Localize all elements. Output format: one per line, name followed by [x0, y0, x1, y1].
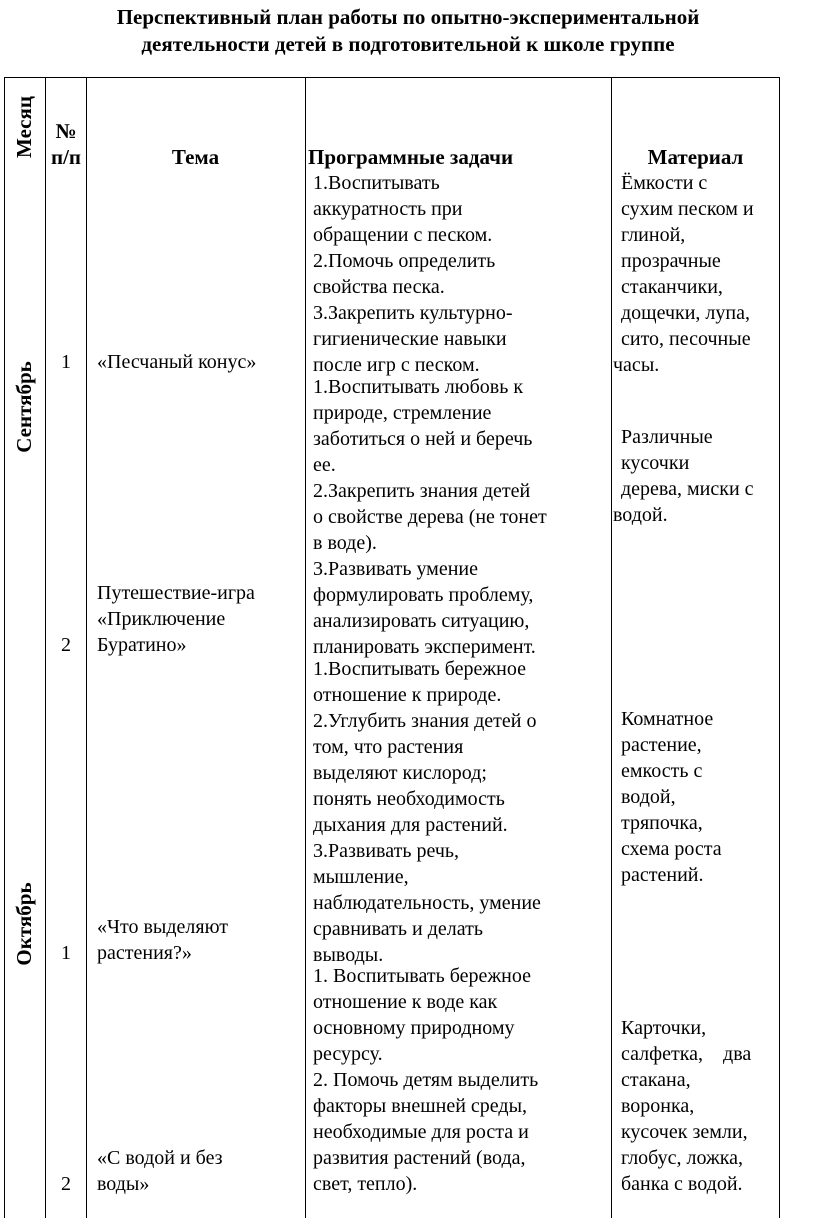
task-line: после игр с песком.	[313, 354, 480, 376]
material-line: дощечки, лупа,	[621, 302, 750, 324]
row-material	[613, 424, 793, 528]
material-line: сито, песочные	[621, 328, 751, 350]
material-line: Различные	[621, 426, 713, 448]
topic-line: «Песчаный конус»	[97, 351, 257, 373]
task-line: в воде).	[313, 532, 377, 554]
month-october: Октябрь	[12, 882, 36, 966]
column-divider-topic	[305, 77, 306, 1218]
task-line: 2.Закрепить знания детей	[313, 480, 531, 502]
material-line: Ёмкости с	[621, 172, 708, 194]
task-line: формулировать проблему,	[313, 584, 534, 606]
task-line: сравнивать и делать	[313, 918, 483, 940]
topic-line: воды»	[97, 1173, 150, 1195]
topic-line: «С водой и без	[97, 1147, 223, 1169]
row-material	[613, 706, 793, 888]
topic-line: «Приключение	[97, 608, 226, 630]
header-num-label: п/п	[50, 145, 82, 169]
material-line: кусочки	[621, 452, 690, 474]
task-line: планировать эксперимент.	[313, 636, 536, 658]
task-line: 1.Воспитывать бережное	[313, 658, 527, 680]
row-number: 1	[61, 351, 71, 373]
column-divider-num	[86, 77, 87, 1218]
header-num-symbol: №	[55, 119, 77, 143]
task-line: отношение к природе.	[313, 684, 502, 706]
task-line: ресурсу.	[313, 1043, 383, 1065]
task-line: факторы внешней среды,	[313, 1095, 528, 1117]
row-topic	[97, 580, 302, 658]
material-line: кусочек земли,	[621, 1121, 748, 1143]
task-line: выделяют кислород;	[313, 762, 487, 784]
header-material: Материал	[647, 145, 744, 169]
task-line: основному природному	[313, 1017, 515, 1039]
row-tasks	[313, 374, 605, 660]
task-line: о свойстве дерева (не тонет	[313, 506, 547, 528]
task-line: том, что растения	[313, 736, 464, 758]
topic-line: «Что выделяют	[97, 916, 229, 938]
material-line: тряпочка,	[621, 812, 703, 834]
material-line: дерева, миски с	[621, 478, 754, 500]
topic-line: растения?»	[97, 942, 192, 964]
table-top-border	[4, 77, 780, 78]
material-line: часы.	[613, 354, 660, 376]
task-line: выводы.	[313, 944, 384, 966]
topic-line: Буратино»	[97, 634, 187, 656]
header-month: Месяц	[12, 96, 36, 158]
header-tasks: Программные задачи	[308, 145, 514, 169]
task-line: гигиенические навыки	[313, 328, 507, 350]
material-line: Карточки,	[621, 1017, 707, 1039]
material-line: глиной,	[621, 224, 686, 246]
material-line: водой,	[621, 786, 676, 808]
row-number: 1	[61, 942, 71, 964]
task-line: 3.Закрепить культурно-	[313, 302, 513, 324]
topic-line: Путешествие-игра	[97, 582, 255, 604]
task-line: свойства песка.	[313, 276, 445, 298]
task-line: 3.Развивать умение	[313, 558, 478, 580]
document-title-line-1: Перспективный план работы по опытно-экспериментальной	[116, 5, 700, 29]
material-line: растений.	[621, 864, 704, 886]
row-topic	[97, 349, 302, 375]
task-line: анализировать ситуацию,	[313, 610, 530, 632]
task-line: аккуратность при	[313, 198, 463, 220]
task-line: отношение к воде как	[313, 991, 498, 1013]
row-topic	[97, 914, 302, 966]
task-line: заботиться о ней и беречь	[313, 428, 533, 450]
material-line: емкость с	[621, 760, 703, 782]
task-line: наблюдательность, умение	[313, 892, 541, 914]
material-line: стаканчики,	[621, 276, 723, 298]
task-line: необходимые для роста и	[313, 1121, 529, 1143]
material-line: прозрачные	[621, 250, 721, 272]
task-line: 1.Воспитывать любовь к	[313, 376, 524, 398]
task-line: 2. Помочь детям выделить	[313, 1069, 539, 1091]
row-topic	[97, 1145, 302, 1197]
header-topic: Тема	[171, 145, 220, 169]
month-september: Сентябрь	[12, 361, 36, 453]
material-line: воронка,	[621, 1095, 695, 1117]
task-line: 3.Развивать речь,	[313, 840, 460, 862]
row-tasks	[313, 170, 605, 378]
task-line: мышление,	[313, 866, 409, 888]
material-line: Комнатное	[621, 708, 714, 730]
material-line: растение,	[621, 734, 702, 756]
row-number: 2	[61, 1173, 71, 1195]
row-material	[613, 1015, 793, 1197]
material-line: сухим песком и	[621, 198, 754, 220]
task-line: развития растений (вода,	[313, 1147, 526, 1169]
column-divider-tasks	[611, 77, 612, 1218]
material-line: банка с водой.	[621, 1173, 743, 1195]
task-line: 1. Воспитывать бережное	[313, 965, 532, 987]
task-line: 1.Воспитывать	[313, 172, 440, 194]
material-line: салфетка, два	[621, 1043, 752, 1065]
row-tasks	[313, 656, 605, 968]
task-line: дыхания для растений.	[313, 814, 508, 836]
task-line: природе, стремление	[313, 402, 492, 424]
table-left-border	[4, 77, 5, 1218]
task-line: 2.Углубить знания детей о	[313, 710, 537, 732]
row-material	[613, 170, 793, 378]
material-line: водой.	[613, 504, 668, 526]
task-line: обращении с песком.	[313, 224, 493, 246]
row-tasks	[313, 963, 605, 1197]
task-line: 2.Помочь определить	[313, 250, 496, 272]
task-line: ее.	[313, 454, 336, 476]
task-line: свет, тепло).	[313, 1173, 418, 1195]
document-title-line-2: деятельности детей в подготовительной к школе группе	[141, 32, 675, 56]
row-number: 2	[61, 634, 71, 656]
task-line: понять необходимость	[313, 788, 505, 810]
material-line: стакана,	[621, 1069, 691, 1091]
material-line: глобус, ложка,	[621, 1147, 744, 1169]
material-line: схема роста	[621, 838, 722, 860]
